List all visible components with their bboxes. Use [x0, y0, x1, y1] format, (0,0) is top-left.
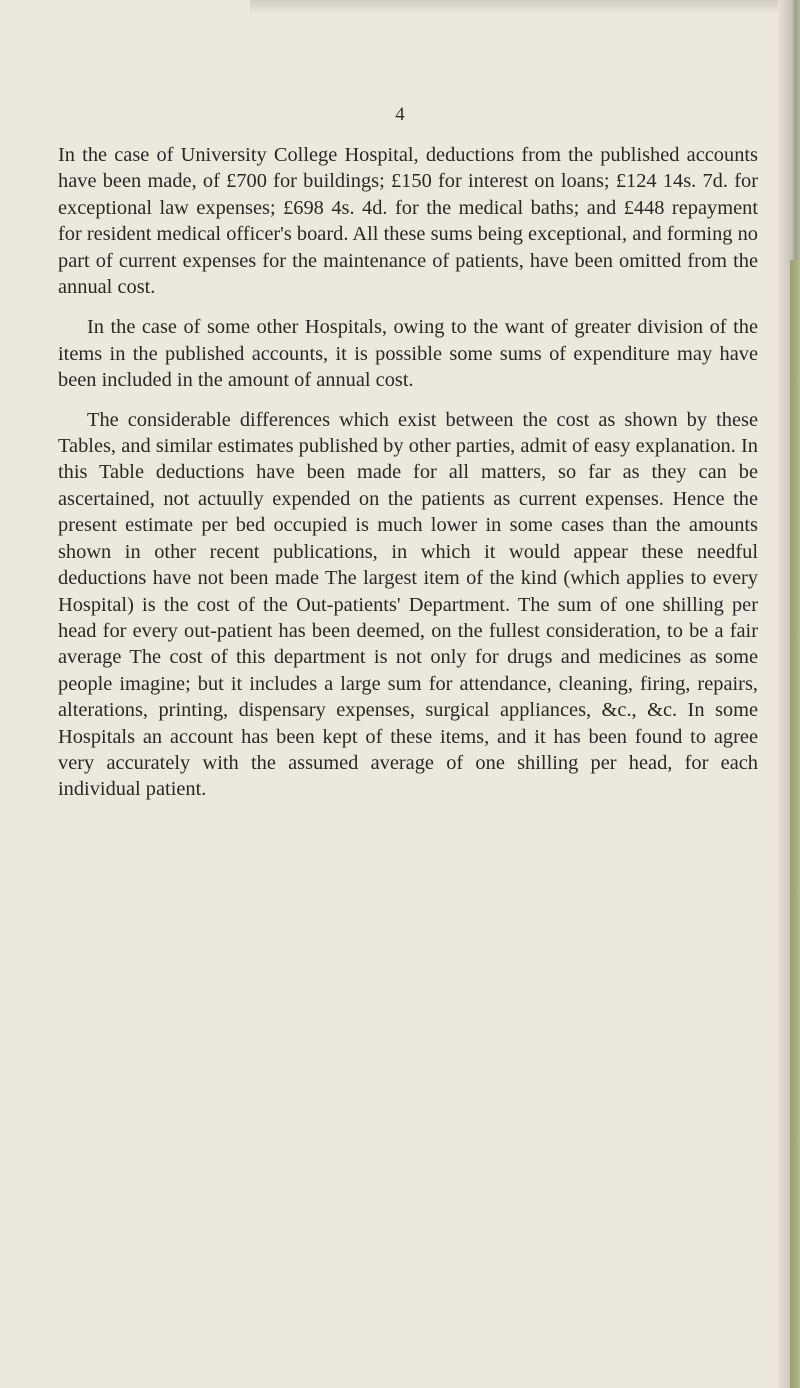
paragraph-university-college: In the case of University College Hospital, deductions from the published accounts have been made, of £700 for buildings; £150 for interest on loans; £124 14s. 7d. for exceptional law expenses; £698 4s. 4d. for the medical baths; and £448 repayment for resident medical officer's board. All these sums being exceptional, and forming no part of current expenses for the maintenance of patients, have been omitted from the annual cost.: [58, 144, 758, 299]
paragraph-cost-differences: The considerable differences which exist between the cost as shown by these Tables, and similar estimates published by other parties, admit of easy explanation. In this Table deductions have been made for all matters, so far as they can be ascertained, not actuully expended on the patients as current expenses. Hence the present estimate per bed occupied is much lower in some cases than the amounts shown in other recent publications, in which it would appear these needful deductions have not been made The largest item of the kind (which applies to every Hospital) is the cost of the Out-patients' Department. The sum of one shilling per head for every out-patient has been deemed, on the fullest consideration, to be a fair average The cost of this department is not only for drugs and medicines as some people imagine; but it includes a large sum for attendance, cleaning, firing, repairs, alterations, printing, dispensary expenses, surgical appliances, &c., &c. In some Hospitals an account has been kept of these items, and it has been found to agree very accurately with the assumed average of one shilling per head, for each individual patient.: [58, 408, 758, 801]
body-text: [58, 142, 758, 803]
page-edge-stain: [790, 260, 800, 1388]
paragraph-other-hospitals: In the case of some other Hospitals, owing to the want of greater division of the items in the published accounts, it is possible some sums of expenditure may have been included in the amount of annual cost.: [58, 316, 758, 392]
page-number: 4: [395, 104, 405, 125]
page-top-shadow: [250, 0, 800, 14]
